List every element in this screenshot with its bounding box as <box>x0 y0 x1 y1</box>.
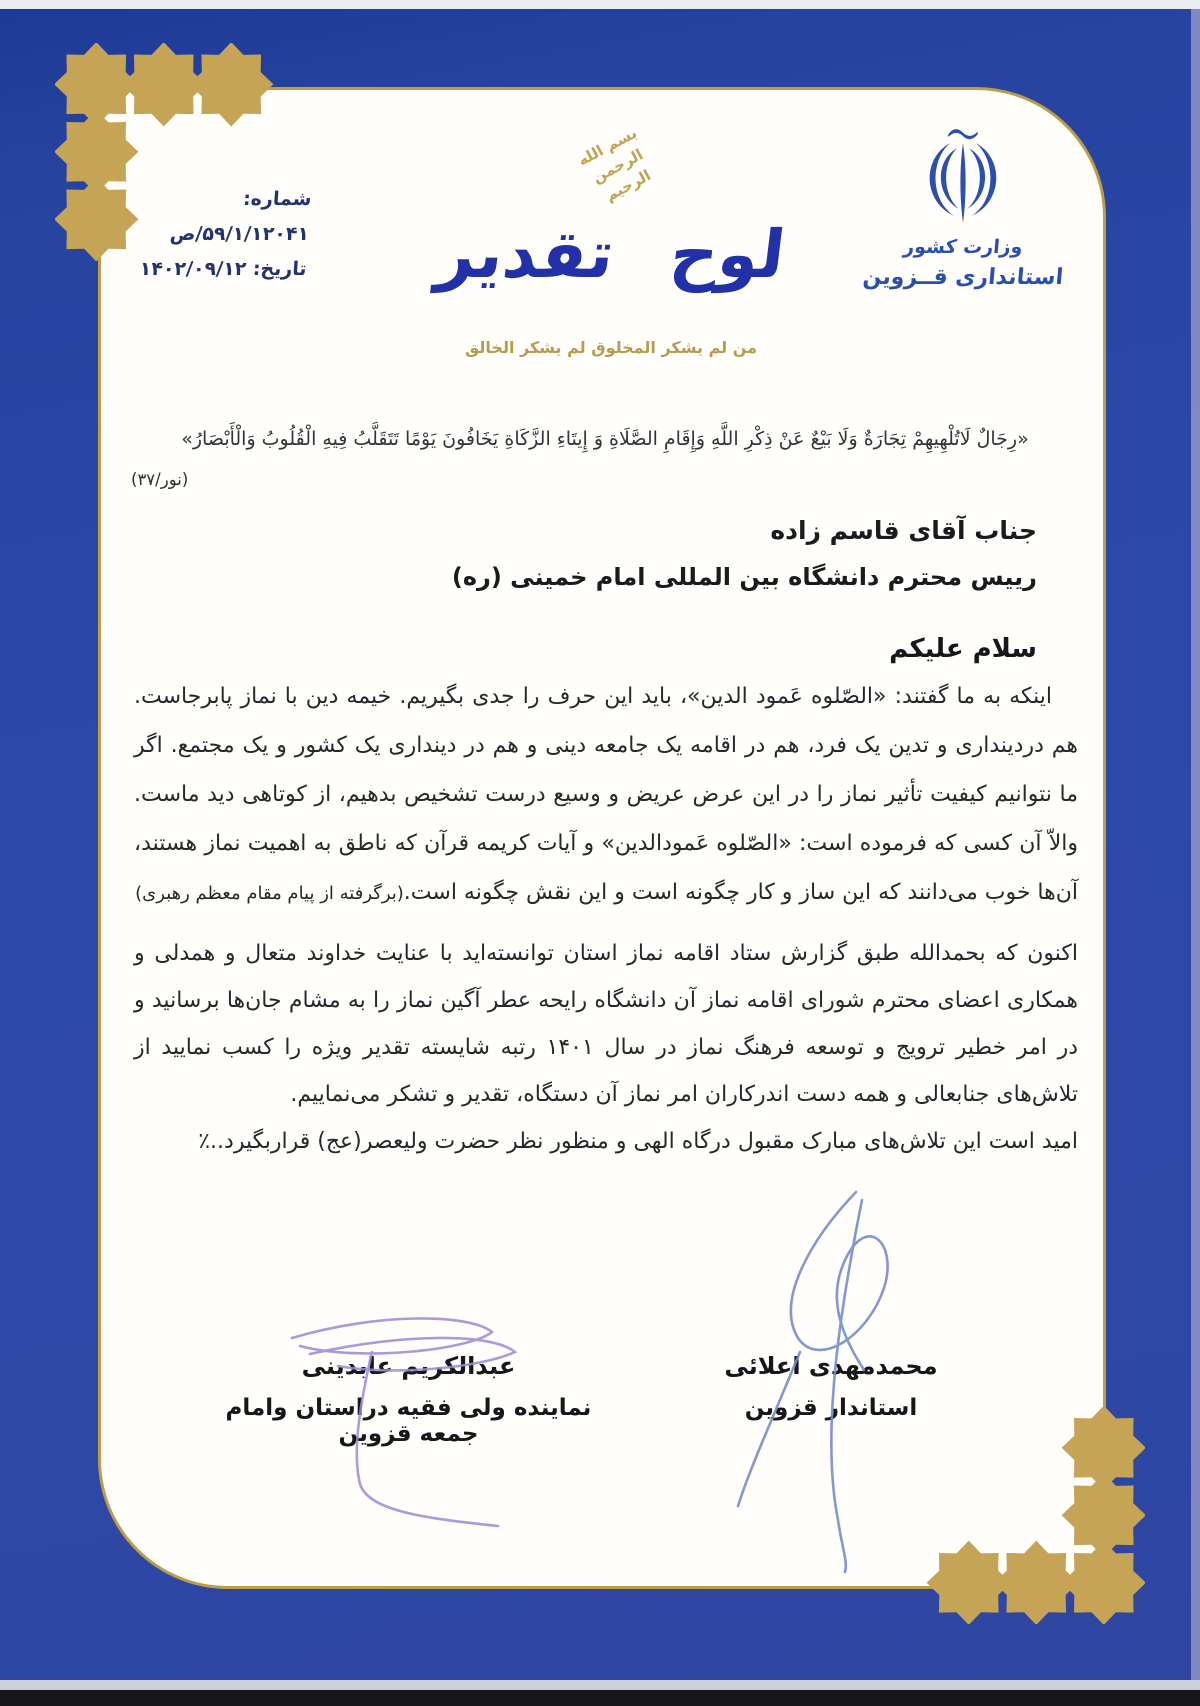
quran-verse-source: (نور/۳۷) <box>131 470 189 489</box>
ministry-name: وزارت کشور <box>902 236 1024 258</box>
bismillah-text: بسم الله الرحمن الرحیم <box>574 124 654 205</box>
corner-ornament-top-left-icon <box>55 43 280 268</box>
representative-title: نماینده ولی فقیه دراستان وامام جمعه قزوین <box>225 1395 592 1447</box>
recipient-title: رییس محترم دانشگاه بین المللی امام خمینی (ره) <box>451 563 1037 591</box>
corner-ornament-bottom-right-icon <box>920 1399 1145 1624</box>
governorate-letterhead <box>859 124 1067 290</box>
paragraph-1 <box>134 672 1078 918</box>
letter-number-label: شماره: <box>242 188 313 210</box>
scan-edge-line <box>0 1680 1200 1690</box>
salutation: سلام علیکم <box>889 634 1037 664</box>
recipient-block <box>441 516 1037 591</box>
paragraph-1-text: اینکه به ما گفتند: «الصّلوه عَمود الدین»، باید این حرف را جدی بگیریم. خیمه دین با نماز پابرجاست. هم دردینداری و تدین یک فرد، هم در اقامه یک جامعه دینی و هم در دینداری یک کشور و یک مجتمع. اگر ما نتوانیم کیفیت تأثیر نماز را در این عرض عریض و وسیع درست تشخیص بدهیم، از کوتاهی دید ماست. والاّ آن کسی که فرموده است: «الصّلوه عَمودالدین» و آیات کریمه قرآن که ناطق به اهمیت نماز هستند، آن‌ها خوب می‌دانند که این ساز و کار چگونه است و این نقش چگونه است. <box>134 684 1078 905</box>
paragraph-2: اکنون که بحمدالله طبق گزارش ستاد اقامه نماز استان توانسته‌اید با عنایت خداوند متعال و همدلی و همکاری اعضای محترم شورای اقامه نماز آن دانشگاه رایحه عطر آگین نماز را به مشام جان‌ها برسانید و در امر خطیر ترویج و توسعه فرهنگ نماز در سال ۱۴۰۱ رتبه شایسته تقدیر ویژه را کسب نمایید از تلاش‌های جنابعالی و همه دست اندرکاران امر نماز آن دستگاه، تقدیر و تشکر می‌نماییم. <box>134 941 1078 1107</box>
paragraph-3: امید است این تلاش‌های مبارک مقبول درگاه الهی و منظور نظر حضرت ولیعصر(عج) قراربگیرد..٪ <box>198 1129 1078 1154</box>
letter-body <box>134 672 1078 1165</box>
scan-edge-top <box>0 0 1200 9</box>
letter-number-value: ۵۹/۱/۱۲۰۴۱/ص <box>169 223 310 245</box>
governor-title: استاندار قزوین <box>744 1395 918 1421</box>
recipient-name: جناب آقای قاسم زاده <box>770 516 1037 545</box>
scan-edge-bottom <box>0 1690 1200 1706</box>
scan-edge-right <box>1191 9 1200 1680</box>
paragraph-1-citation: (برگرفته از پیام مقام معظم رهبری) <box>135 883 404 904</box>
certificate-title: لوح تقدیر <box>432 216 790 293</box>
signature-block-representative <box>201 1352 616 1447</box>
letter-date-value: ۱۴۰۲/۰۹/۱۲ <box>138 258 248 280</box>
quran-verse: «رِجَالٌ لَاتُلْهِيهِمْ تِجَارَةٌ وَلَا بَيْعٌ عَنْ ذِكْرِ اللَّهِ وَإِقَامِ الصَّلَاةِ وَ إِيتَاءِ الزَّكَاةِ يَخَافُونَ يَوْمًا تَتَقَلَّبُ فِيهِ الْقُلُوبُ وَالْأَبْصَارُ» <box>181 428 1029 450</box>
certificate-paper <box>98 87 1106 1589</box>
governorate-name: استانداری قــزوین <box>861 265 1065 290</box>
bismillah-calligraphy <box>548 102 688 232</box>
governor-name: محمدمهدی اعلائی <box>724 1352 938 1380</box>
letter-date-label: تاریخ: <box>252 258 308 280</box>
iran-emblem-icon <box>917 124 1009 228</box>
certificate-subtitle-calligraphy: من لم یشکر المخلوق لم یشکر الخالق <box>464 338 757 357</box>
representative-name: عبدالکریم عابدینی <box>301 1352 516 1380</box>
